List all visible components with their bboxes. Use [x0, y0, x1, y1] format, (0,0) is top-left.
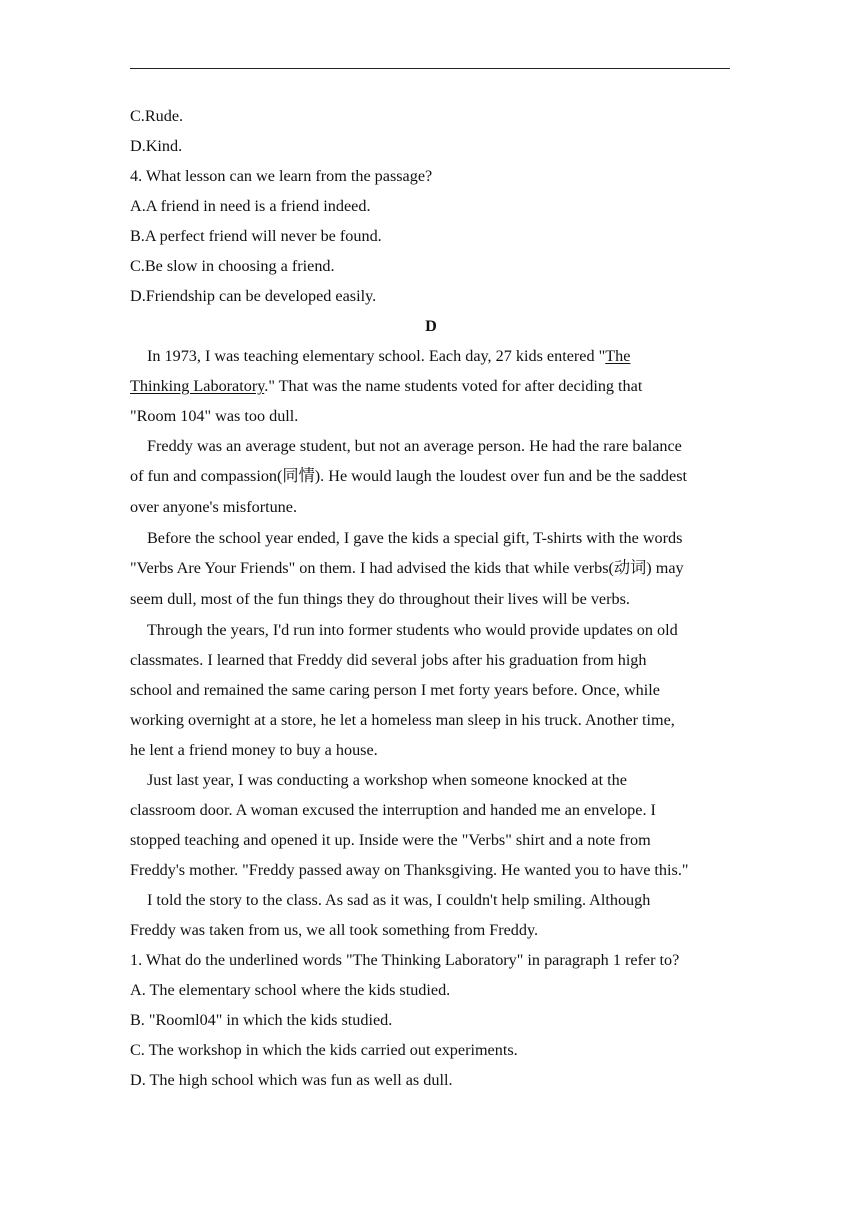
paragraph-5-line-3: stopped teaching and opened it up. Inside were the "Verbs" shirt and a note from — [130, 831, 651, 849]
question-4-option-d: D.Friendship can be developed easily. — [130, 287, 377, 305]
question-1-option-a: A. The elementary school where the kids studied. — [130, 981, 451, 999]
option-d-prev: D.Kind. — [130, 137, 183, 155]
option-c-prev: C.Rude. — [130, 107, 184, 125]
paragraph-3 — [130, 523, 732, 615]
paragraph-4-line-3: school and remained the same caring person I met forty years before. Once, while — [130, 681, 660, 699]
question-1-option-d: D. The high school which was fun as well as dull. — [130, 1071, 453, 1089]
paragraph-1 — [130, 341, 732, 431]
paragraph-4-line-2: classmates. I learned that Freddy did several jobs after his graduation from high — [130, 651, 647, 669]
question-1-stem: 1. What do the underlined words "The Thinking Laboratory" in paragraph 1 refer to? — [130, 951, 680, 969]
paragraph-2-line-2: of fun and compassion(同情). He would laugh the loudest over fun and be the saddest — [130, 467, 687, 485]
question-4-option-c: C.Be slow in choosing a friend. — [130, 257, 335, 275]
underlined-phrase-start: The — [605, 347, 631, 365]
paragraph-3-line-1: Before the school year ended, I gave the kids a special gift, T-shirts with the words — [147, 529, 683, 547]
paragraph-1-text: In 1973, I was teaching elementary school. Each day, 27 kids entered " — [147, 347, 606, 365]
paragraph-1-line-1 — [130, 341, 732, 371]
paragraph-5-line-2: classroom door. A woman excused the interruption and handed me an envelope. I — [130, 801, 656, 819]
paragraph-4 — [130, 615, 732, 765]
section-heading: D — [425, 317, 437, 335]
paragraph-5 — [130, 765, 732, 885]
paragraph-6 — [130, 885, 732, 945]
paragraph-3-line-2: "Verbs Are Your Friends" on them. I had advised the kids that while verbs(动词) may — [130, 559, 684, 577]
paragraph-3-line-3: seem dull, most of the fun things they do throughout their lives will be verbs. — [130, 590, 630, 608]
paragraph-5-line-1: Just last year, I was conducting a workshop when someone knocked at the — [147, 771, 627, 789]
paragraph-4-line-1: Through the years, I'd run into former students who would provide updates on old — [147, 621, 678, 639]
paragraph-4-line-5: he lent a friend money to buy a house. — [130, 741, 378, 759]
paragraph-2-line-3: over anyone's misfortune. — [130, 498, 297, 516]
paragraph-5-line-4: Freddy's mother. "Freddy passed away on Thanksgiving. He wanted you to have this." — [130, 861, 689, 879]
paragraph-4-line-4: working overnight at a store, he let a homeless man sleep in his truck. Another time, — [130, 711, 675, 729]
question-4-stem: 4. What lesson can we learn from the passage? — [130, 167, 433, 185]
underlined-phrase-end: Thinking Laboratory — [130, 377, 265, 395]
paragraph-2 — [130, 431, 732, 523]
document-body — [130, 101, 732, 1095]
paragraph-1-line-2 — [130, 371, 732, 401]
header-rule — [130, 68, 730, 69]
paragraph-6-line-2: Freddy was taken from us, we all took something from Freddy. — [130, 921, 539, 939]
question-1-option-b: B. "Rooml04" in which the kids studied. — [130, 1011, 393, 1029]
paragraph-6-line-1: I told the story to the class. As sad as it was, I couldn't help smiling. Although — [147, 891, 651, 909]
question-4-option-a: A.A friend in need is a friend indeed. — [130, 197, 371, 215]
question-4-option-b: B.A perfect friend will never be found. — [130, 227, 382, 245]
paragraph-1-text: ." That was the name students voted for after deciding that — [264, 377, 643, 395]
paragraph-1-line-3: "Room 104" was too dull. — [130, 407, 299, 425]
question-1-option-c: C. The workshop in which the kids carried out experiments. — [130, 1041, 518, 1059]
paragraph-2-line-1: Freddy was an average student, but not an average person. He had the rare balance — [147, 437, 682, 455]
